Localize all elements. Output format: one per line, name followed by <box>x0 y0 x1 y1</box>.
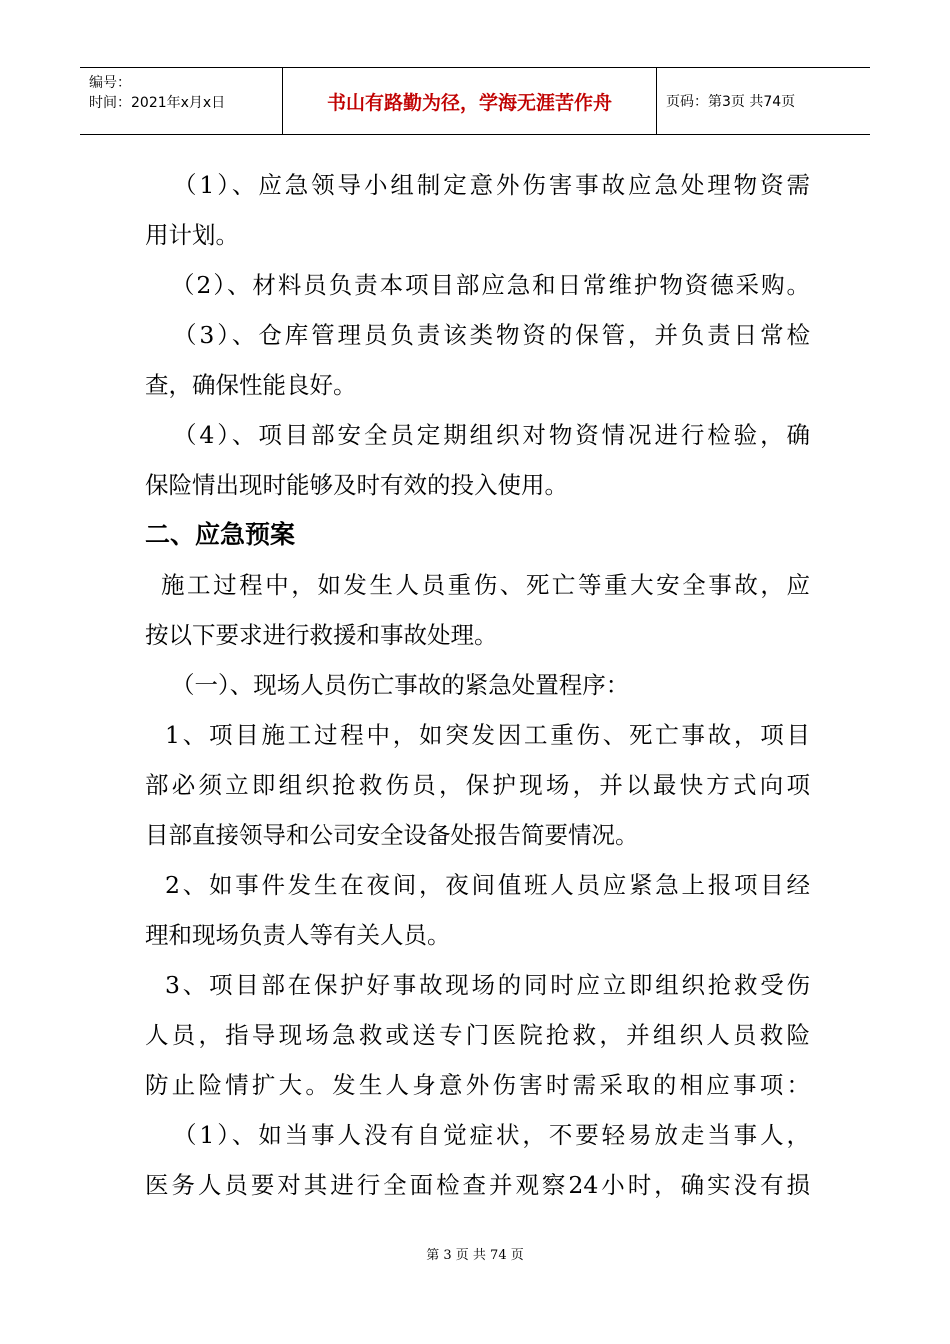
paragraph-line: 3、项目部在保护好事故现场的同时应立即组织抢救受伤 <box>165 971 810 999</box>
number-label: 编号： <box>89 75 131 91</box>
subsection-heading: （一）、现场人员伤亡事故的紧急处置程序： <box>171 671 630 699</box>
paragraph-line: 人员，指导现场急救或送专门医院抢救，并组织人员救险 <box>145 1021 810 1049</box>
paragraph-line: 1、项目施工过程中，如突发因工重伤、死亡事故，项目 <box>165 721 810 749</box>
header-motto-cell <box>283 68 657 134</box>
paragraph-line: 目部直接领导和公司安全设备处报告简要情况。 <box>145 821 639 849</box>
paragraph-line: 按以下要求进行救援和事故处理。 <box>145 621 498 649</box>
header-meta-cell <box>80 68 283 134</box>
page-footer: 第 3 页 共 74 页 <box>426 1248 524 1263</box>
motto-text: 书山有路勤为径，学海无涯苦作舟 <box>326 91 612 114</box>
page-number-label: 页码：第3页 共74页 <box>666 94 796 110</box>
date-label: 时间：2021年x月x日 <box>89 95 226 111</box>
paragraph-line: （1）、如当事人没有自觉症状，不要轻易放走当事人， <box>173 1121 810 1149</box>
section-heading: 二、应急预案 <box>145 520 296 549</box>
paragraph-line: 保险情出现时能够及时有效的投入使用。 <box>145 471 568 499</box>
paragraph-line: 医务人员要对其进行全面检查并观察24小时，确实没有损 <box>145 1171 810 1199</box>
paragraph-line: 防止险情扩大。发生人身意外伤害时需采取的相应事项： <box>145 1071 810 1099</box>
paragraph-line: 用计划。 <box>145 221 239 249</box>
paragraph-line: （2）、材料员负责本项目部应急和日常维护物资德采购。 <box>171 271 810 299</box>
paragraph-line: （3）、仓库管理员负责该类物资的保管，并负责日常检 <box>173 321 810 349</box>
paragraph-line: 2、如事件发生在夜间，夜间值班人员应紧急上报项目经 <box>165 871 810 899</box>
paragraph-line: 施工过程中，如发生人员重伤、死亡等重大安全事故，应 <box>161 571 810 599</box>
paragraph-line: 理和现场负责人等有关人员。 <box>145 921 451 949</box>
page-header-table <box>80 67 870 135</box>
paragraph-line: （1）、应急领导小组制定意外伤害事故应急处理物资需 <box>173 171 810 199</box>
paragraph-line: （4）、项目部安全员定期组织对物资情况进行检验，确 <box>173 421 810 449</box>
paragraph-line: 部必须立即组织抢救伤员，保护现场，并以最快方式向项 <box>145 771 810 799</box>
paragraph-line: 查，确保性能良好。 <box>145 371 357 399</box>
